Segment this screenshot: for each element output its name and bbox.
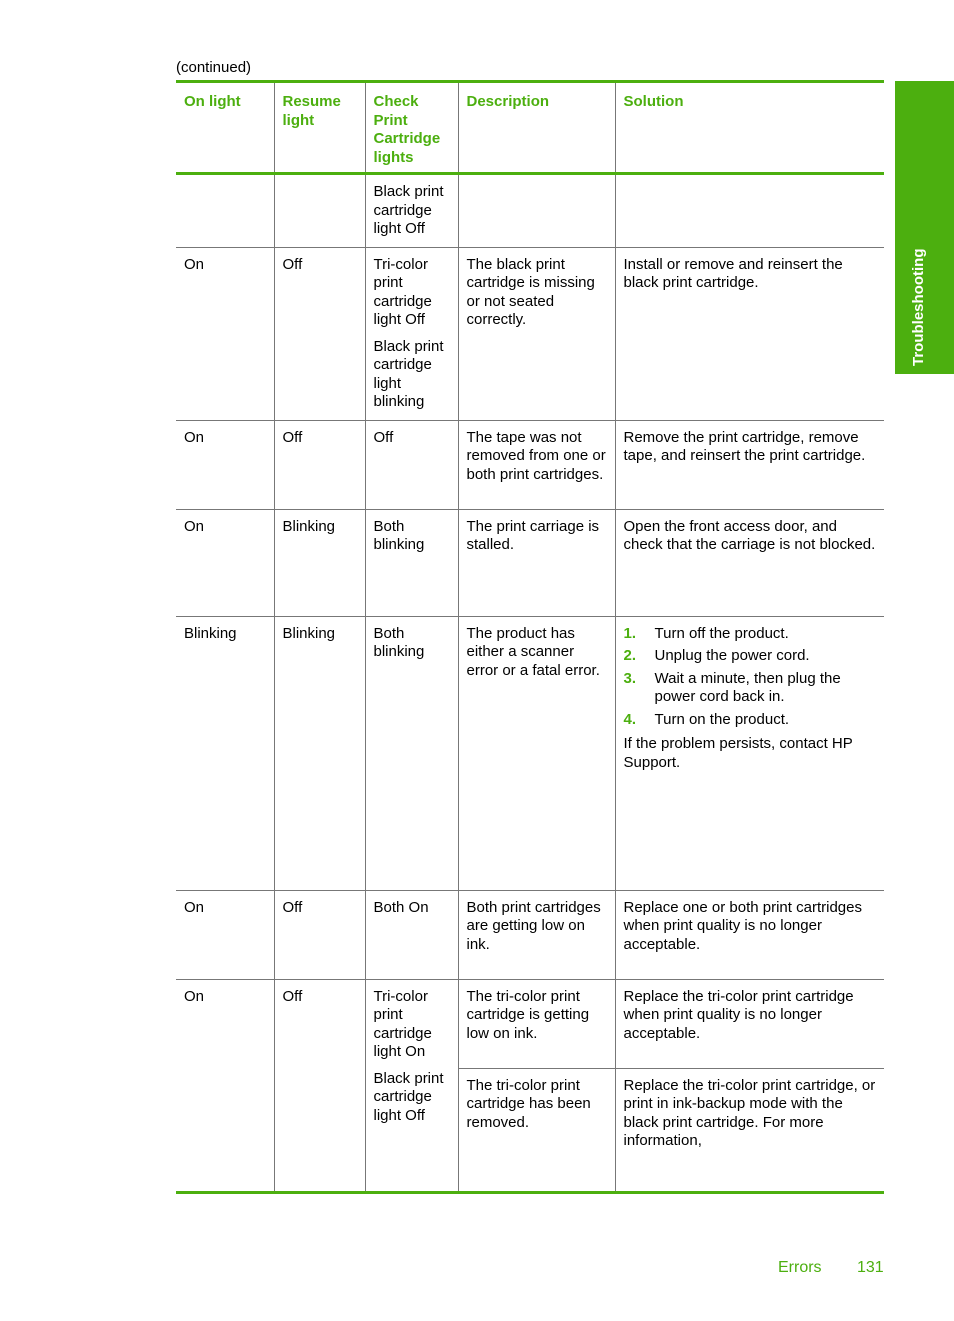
error-lights-table xyxy=(176,80,884,1194)
table-row xyxy=(176,509,884,616)
cell-resume-light: Off xyxy=(274,420,365,509)
table-header-row xyxy=(176,82,884,174)
cell-solution: Replace the tri-color print cartridge when print quality is no longer acceptable. xyxy=(615,979,884,1068)
header-check-print-cartridge-lights: Check Print Cartridge lights xyxy=(365,82,458,174)
cell-description: The tri-color print cartridge has been removed. xyxy=(458,1068,615,1192)
cell-cartridge-lights: Off xyxy=(365,420,458,509)
cell-resume-light: Blinking xyxy=(274,509,365,616)
header-resume-light: Resume light xyxy=(274,82,365,174)
footer-page-number: 131 xyxy=(857,1259,884,1276)
step-number: 1. xyxy=(623,624,637,642)
cell-solution: Remove the print cartridge, remove tape, and reinsert the print cartridge. xyxy=(615,420,884,509)
cartridge-light-black: Black print cartridge light Off xyxy=(373,1069,444,1124)
step-number: 4. xyxy=(623,710,637,728)
footer-section: Errors xyxy=(778,1259,822,1276)
cell-on-light: On xyxy=(176,247,274,420)
cell-resume-light: Blinking xyxy=(274,616,365,890)
solution-step xyxy=(624,711,877,730)
table-row xyxy=(176,979,884,1068)
cell-on-light xyxy=(176,174,274,248)
step-text: Wait a minute, then plug the power cord back in. xyxy=(654,669,841,705)
cartridge-light-tricolor: Tri-color print cartridge light Off xyxy=(373,255,432,328)
step-number: 3. xyxy=(623,669,637,687)
cell-on-light: On xyxy=(176,420,274,509)
step-text: Turn on the product. xyxy=(654,710,790,728)
step-text: Turn off the product. xyxy=(654,624,789,642)
cell-on-light: Blinking xyxy=(176,616,274,890)
cell-resume-light: Off xyxy=(274,890,365,979)
cell-solution xyxy=(615,616,884,890)
cell-solution: Install or remove and reinsert the black print cartridge. xyxy=(615,247,884,420)
cell-solution xyxy=(615,174,884,248)
cell-description xyxy=(458,174,615,248)
cell-cartridge-lights xyxy=(365,979,458,1192)
cell-description: The product has either a scanner error or a fatal error. xyxy=(458,616,615,890)
table-row xyxy=(176,890,884,979)
cell-cartridge-lights: Black print cartridge light Off xyxy=(365,174,458,248)
solution-step xyxy=(624,670,877,707)
cell-resume-light: Off xyxy=(274,247,365,420)
cell-solution: Open the front access door, and check that the carriage is not blocked. xyxy=(615,509,884,616)
cell-description: The tri-color print cartridge is getting low on ink. xyxy=(458,979,615,1068)
cartridge-light-black: Black print cartridge light blinking xyxy=(373,337,444,410)
table-row xyxy=(176,174,884,248)
solution-step xyxy=(624,647,877,666)
continued-label: (continued) xyxy=(176,59,252,76)
cell-description: The tape was not removed from one or both print cartridges. xyxy=(458,420,615,509)
side-tab-label: Troubleshooting xyxy=(910,248,927,366)
solution-note: If the problem persists, contact HP Support. xyxy=(623,735,853,771)
solution-steps xyxy=(624,625,877,730)
cell-on-light: On xyxy=(176,979,274,1192)
cell-cartridge-lights: Both On xyxy=(365,890,458,979)
header-solution: Solution xyxy=(615,82,884,174)
cell-cartridge-lights xyxy=(365,247,458,420)
side-tab xyxy=(895,81,954,374)
step-text: Unplug the power cord. xyxy=(654,647,810,664)
cell-description: The black print cartridge is missing or not seated correctly. xyxy=(458,247,615,420)
header-on-light: On light xyxy=(176,82,274,174)
solution-step xyxy=(624,625,877,644)
step-number: 2. xyxy=(623,647,637,664)
cell-resume-light: Off xyxy=(274,979,365,1192)
table-row xyxy=(176,420,884,509)
table-row xyxy=(176,247,884,420)
cell-on-light: On xyxy=(176,890,274,979)
cell-solution: Replace the tri-color print cartridge, or print in ink-backup mode with the black print cartridge. For more information, xyxy=(615,1068,884,1192)
cell-description: Both print cartridges are getting low on ink. xyxy=(458,890,615,979)
cartridge-light-tricolor: Tri-color print cartridge light On xyxy=(373,987,432,1060)
cell-description: The print carriage is stalled. xyxy=(458,509,615,616)
cell-on-light: On xyxy=(176,509,274,616)
cell-cartridge-lights: Both blinking xyxy=(365,509,458,616)
table-row xyxy=(176,616,884,890)
cell-solution: Replace one or both print cartridges when print quality is no longer acceptable. xyxy=(615,890,884,979)
cell-resume-light xyxy=(274,174,365,248)
cell-cartridge-lights: Both blinking xyxy=(365,616,458,890)
header-description: Description xyxy=(458,82,615,174)
